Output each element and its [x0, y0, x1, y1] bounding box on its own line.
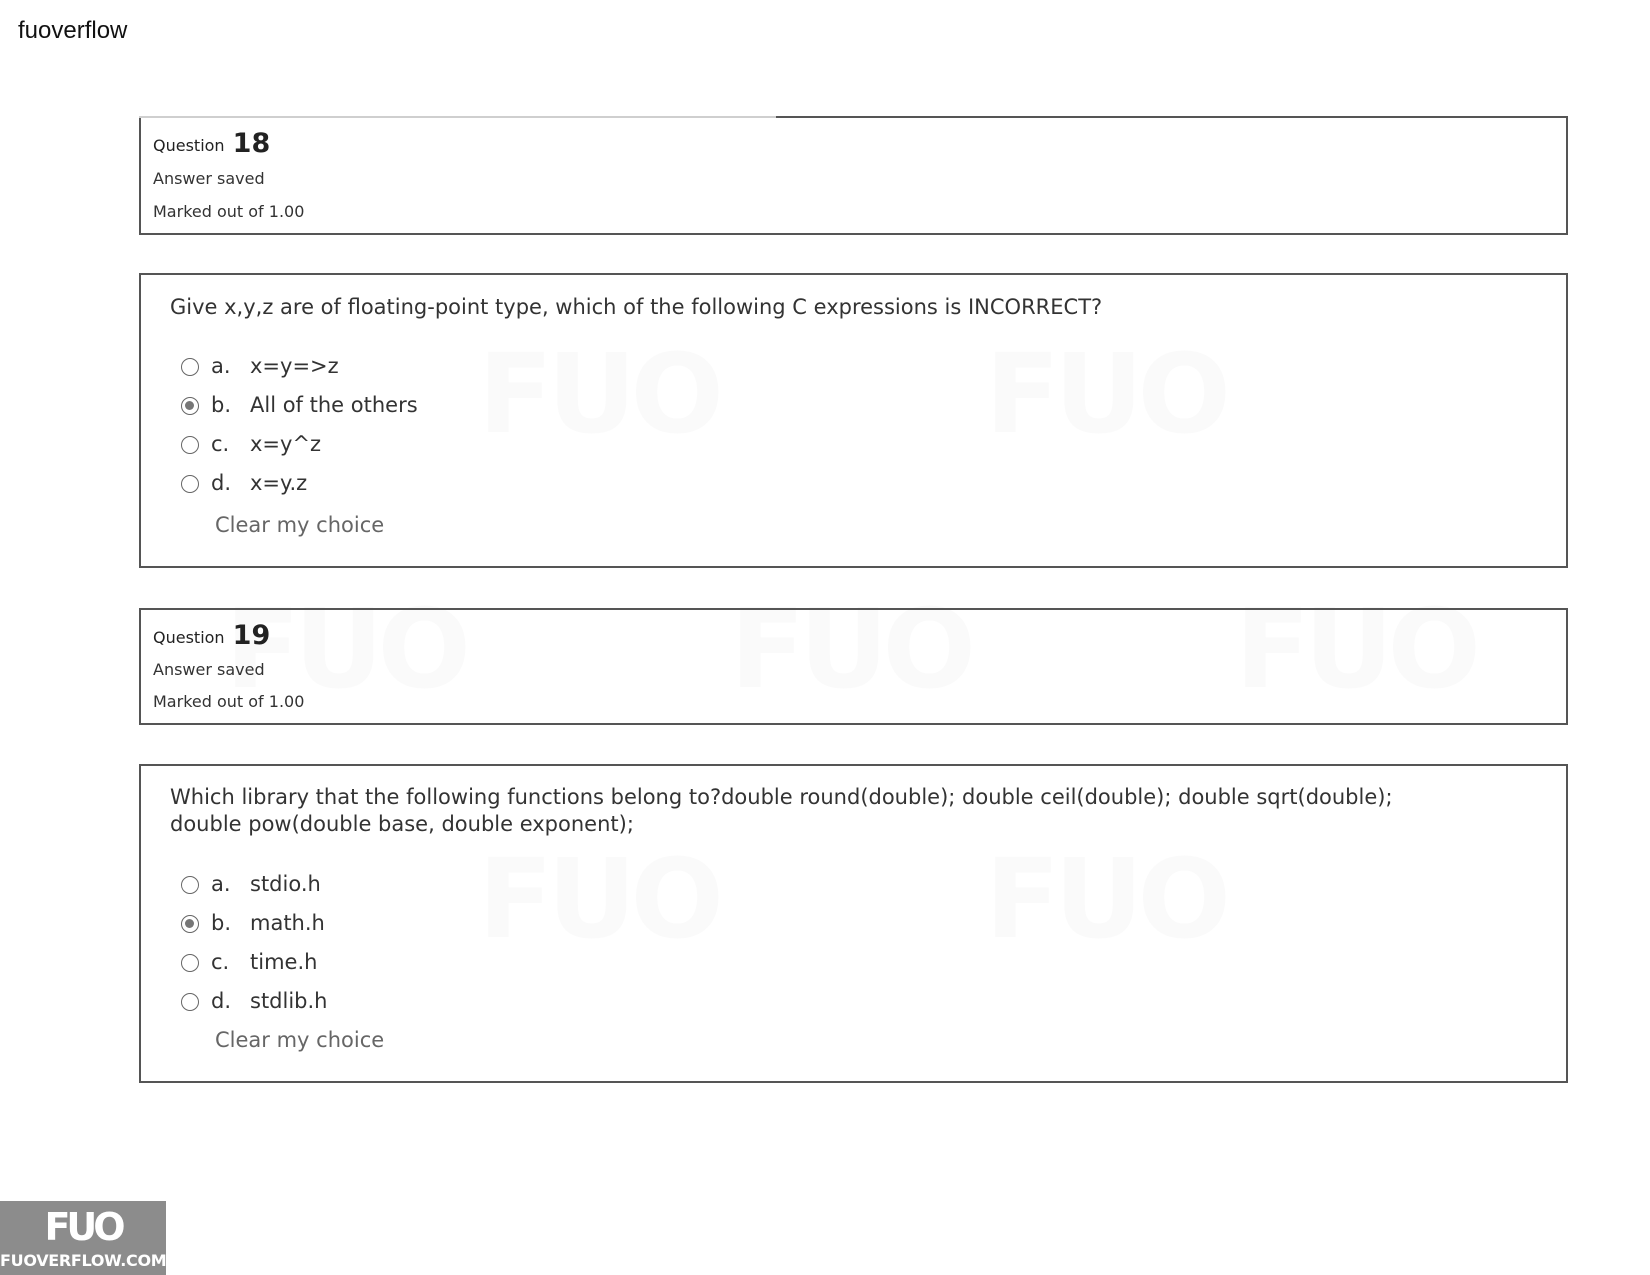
radio-button[interactable] [181, 436, 199, 454]
answer-text: x=y^z [250, 432, 322, 456]
radio-button[interactable] [181, 993, 199, 1011]
answer-text: stdlib.h [250, 989, 328, 1013]
logo-mark: FUO [44, 1205, 122, 1249]
question-status: Answer saved [153, 169, 265, 188]
question-info-panel [139, 608, 1568, 725]
question-marks: Marked out of 1.00 [153, 202, 305, 221]
question-heading [153, 126, 1554, 162]
question-heading [153, 618, 1554, 654]
divider [139, 116, 776, 118]
answer-text: stdio.h [250, 872, 321, 896]
answer-text: math.h [250, 911, 325, 935]
question-text: Which library that the following functions belong to?double round(double); double ceil(double); double sqrt(double); double pow(double base, double exponent); [170, 785, 1393, 836]
radio-button[interactable] [181, 475, 199, 493]
site-title: fuoverflow [18, 17, 128, 44]
answer-letter: b. [211, 911, 232, 935]
fuoverflow-logo [0, 1201, 166, 1275]
question-number: 19 [232, 620, 271, 651]
question-status: Answer saved [153, 660, 265, 679]
clear-choice-link[interactable]: Clear my choice [215, 1028, 385, 1052]
radio-button[interactable] [181, 358, 199, 376]
answer-text: All of the others [250, 393, 418, 417]
answer-letter: a. [211, 872, 231, 896]
question-number: 18 [232, 128, 271, 159]
answer-letter: c. [211, 950, 230, 974]
question-marks: Marked out of 1.00 [153, 692, 305, 711]
answer-letter: c. [211, 432, 230, 456]
question-content-panel [139, 273, 1568, 568]
question-label: Question [153, 136, 225, 155]
radio-button[interactable] [181, 876, 199, 894]
answer-text: x=y.z [250, 471, 308, 495]
answer-letter: b. [211, 393, 232, 417]
question-info-panel [139, 116, 1568, 235]
answer-letter: d. [211, 989, 232, 1013]
radio-button[interactable] [181, 954, 199, 972]
question-content-panel [139, 764, 1568, 1083]
clear-choice-link[interactable]: Clear my choice [215, 513, 385, 537]
answer-text: time.h [250, 950, 318, 974]
question-text: Give x,y,z are of floating-point type, which of the following C expressions is INCORRECT? [170, 295, 1103, 319]
answer-letter: d. [211, 471, 232, 495]
radio-button-selected[interactable] [181, 397, 199, 415]
answer-letter: a. [211, 354, 231, 378]
logo-url: FUOVERFLOW.COM [0, 1251, 167, 1270]
question-label: Question [153, 628, 225, 647]
answer-text: x=y=>z [250, 354, 339, 378]
radio-button-selected[interactable] [181, 915, 199, 933]
